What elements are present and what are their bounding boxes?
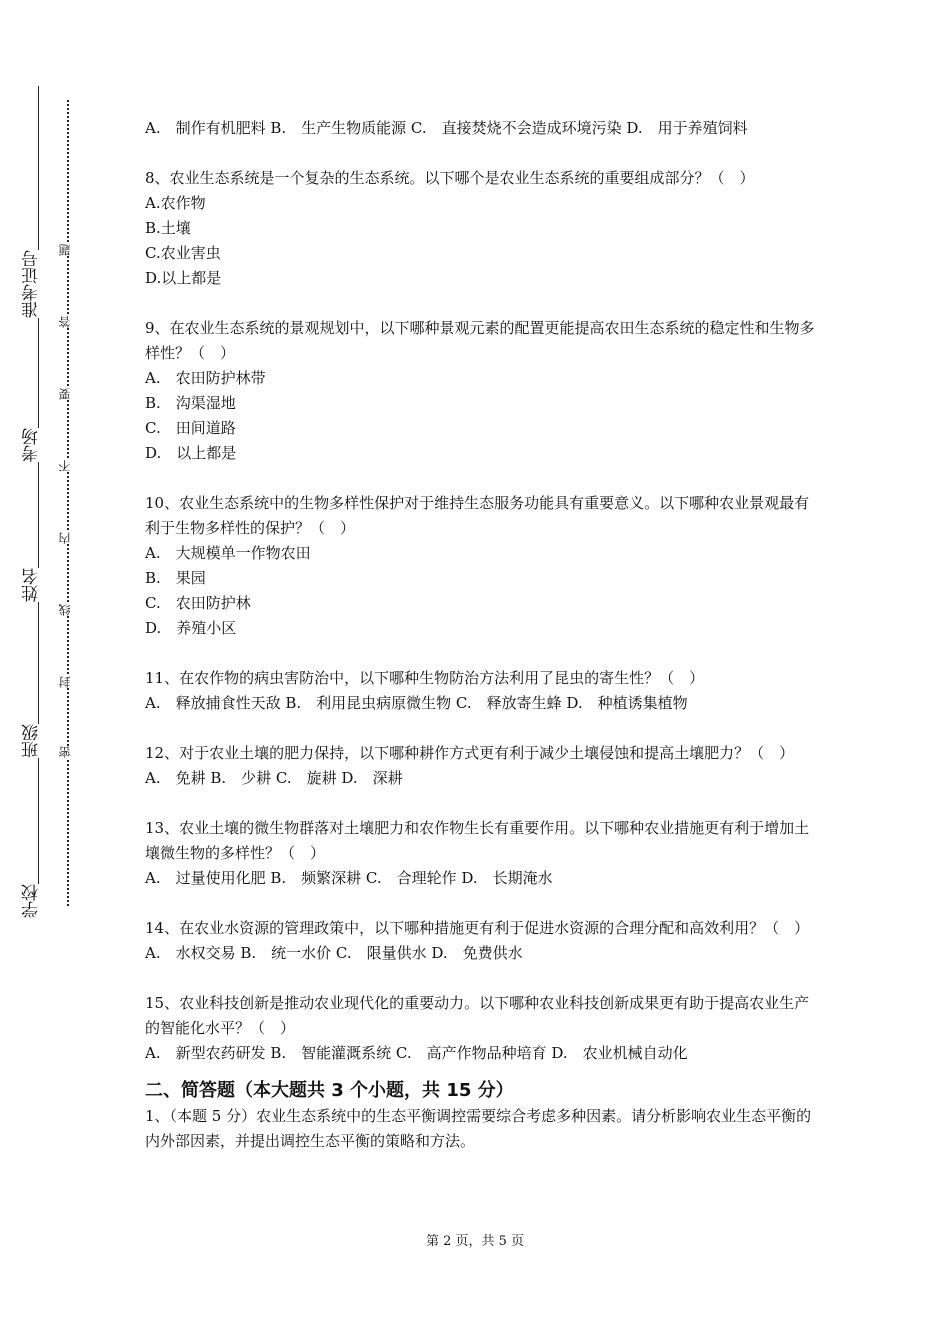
seal-char: 封 [58, 676, 78, 688]
question-stem: 10、农业生态系统中的生物多样性保护对于维持生态服务功能具有重要意义。以下哪种农业景观最有利于生物多样性的保护？（ ） [145, 494, 810, 537]
option: D.以上都是 [145, 269, 222, 287]
question-stem: 15、农业科技创新是推动农业现代化的重要动力。以下哪种农业科技创新成果更有助于提高农业生产的智能化水平？（ ） [145, 994, 810, 1037]
option: B. 果园 [145, 569, 206, 587]
short-answer-question-1: 1、（本题 5 分）农业生态系统中的生态平衡调控需要综合考虑多种因素。请分析影响农业生态平衡的内外部因素，并提出调控生态平衡的策略和方法。 [145, 1107, 812, 1150]
question-stem: 8、农业生态系统是一个复杂的生态系统。以下哪个是农业生态系统的重要组成部分？（ ） [145, 169, 755, 187]
exam-room-label: 考场 [22, 428, 42, 462]
option: D. 以上都是 [145, 444, 237, 462]
class-label: 班级 [22, 724, 42, 758]
question-8 [145, 166, 815, 291]
seal-char: 答 [58, 316, 78, 328]
option: D. 养殖小区 [145, 619, 237, 637]
question-stem: 12、对于农业土壤的肥力保持，以下哪种耕作方式更有利于减少土壤侵蚀和提高土壤肥力？（ ） [145, 744, 795, 762]
school-label: 学校 [22, 884, 42, 918]
exam-content [145, 116, 815, 1154]
question-stem: 13、农业土壤的微生物群落对土壤肥力和农作物生长有重要作用。以下哪种农业措施更有利于增加土壤微生物的多样性？（ ） [145, 819, 810, 862]
seal-char: 内 [58, 532, 78, 544]
question-7-options-block [145, 116, 815, 141]
question-stem: 9、在农业生态系统的景观规划中，以下哪种景观元素的配置更能提高农田生态系统的稳定性和生物多样性？（ ） [145, 319, 815, 362]
page-footer: 第 2 页，共 5 页 [425, 1234, 525, 1249]
option: A. 农田防护林带 [145, 369, 266, 387]
seal-dotted-line [67, 100, 69, 906]
seal-char: 密 [58, 746, 78, 758]
seal-char: 要 [58, 388, 78, 400]
option: C. 农田防护林 [145, 594, 251, 612]
question-14 [145, 916, 815, 966]
question-10 [145, 491, 815, 641]
binding-solid-line [38, 86, 39, 914]
option: B.土壤 [145, 219, 191, 237]
option: A. 大规模单一作物农田 [145, 544, 311, 562]
option: C. 田间道路 [145, 419, 236, 437]
question-11 [145, 666, 815, 716]
seal-char: 题 [58, 244, 78, 256]
section-2-title: 二、简答题（本大题共 3 个小题，共 15 分） [145, 1080, 514, 1101]
option: A. 释放捕食性天敌 B. 利用昆虫病原微生物 C. 释放寄生蜂 D. 种植诱集植物 [145, 694, 688, 712]
option: C.农业害虫 [145, 244, 221, 262]
option: A. 过量使用化肥 B. 频繁深耕 C. 合理轮作 D. 长期淹水 [145, 869, 553, 887]
exam-number-label: 准考证号 [22, 250, 42, 318]
question-stem: 11、在农作物的病虫害防治中，以下哪种生物防治方法利用了昆虫的寄生性？（ ） [145, 669, 705, 687]
seal-char: 不 [58, 460, 78, 472]
q7-options: A. 制作有机肥料 B. 生产生物质能源 C. 直接焚烧不会造成环境污染 D. 用于养殖饲料 [145, 119, 748, 137]
question-9 [145, 316, 815, 466]
binding-margin [0, 0, 120, 1344]
name-label: 姓名 [22, 568, 42, 602]
option: A. 水权交易 B. 统一水价 C. 限量供水 D. 免费供水 [145, 944, 523, 962]
question-12 [145, 741, 815, 791]
option: B. 沟渠湿地 [145, 394, 236, 412]
question-stem: 14、在农业水资源的管理政策中，以下哪种措施更有利于促进水资源的合理分配和高效利用？（ ） [145, 919, 810, 937]
option: A.农作物 [145, 194, 206, 212]
seal-char: 线 [58, 604, 78, 616]
question-15 [145, 991, 815, 1066]
option: A. 免耕 B. 少耕 C. 旋耕 D. 深耕 [145, 769, 403, 787]
question-13 [145, 816, 815, 891]
option: A. 新型农药研发 B. 智能灌溉系统 C. 高产作物品种培育 D. 农业机械自动化 [145, 1044, 688, 1062]
